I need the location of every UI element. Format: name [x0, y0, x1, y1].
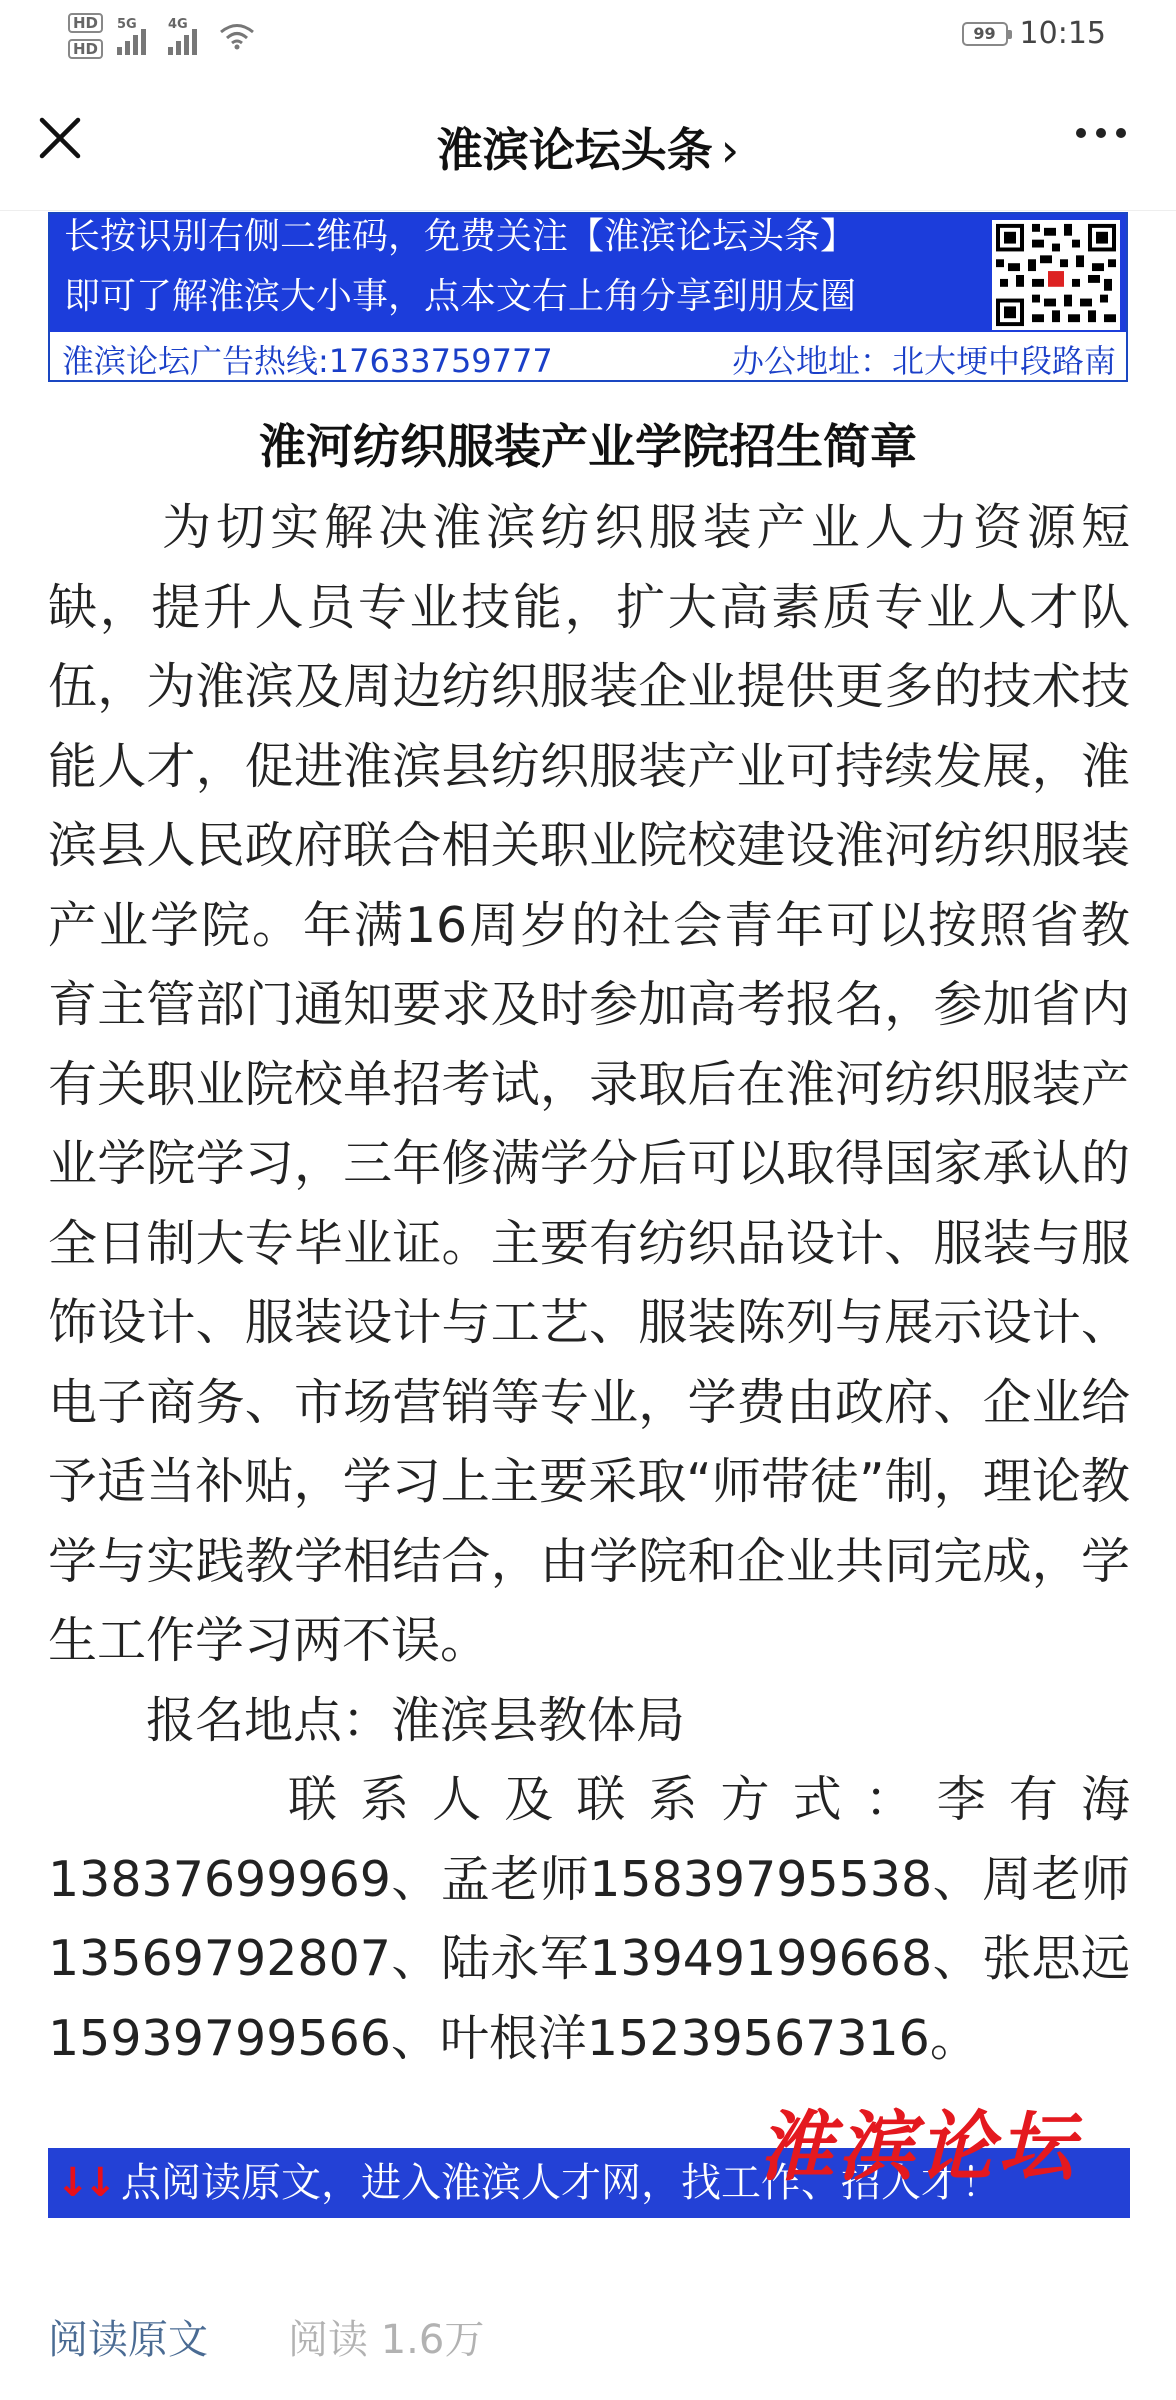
clock: 10:15 — [1019, 16, 1106, 51]
hd-indicators — [68, 13, 103, 59]
battery-icon — [962, 22, 1008, 46]
account-title-link[interactable] — [0, 114, 1176, 180]
network-type-1: 5G — [117, 17, 137, 32]
banner-cta-text: 点阅读原文，进入淮滨人才网，找工作、招人才！ — [121, 2160, 1002, 2206]
status-left — [68, 8, 255, 64]
forum-watermark: 淮滨论坛 — [758, 2102, 1078, 2191]
read-original-link[interactable]: 阅读原文 — [48, 2317, 208, 2363]
promo-banner — [48, 212, 1128, 382]
signal-4g-icon — [168, 17, 205, 55]
status-right — [962, 16, 1106, 51]
more-dot — [1116, 128, 1126, 138]
office-address: 办公地址：北大埂中段路南 — [731, 342, 1116, 380]
qr-code-icon — [992, 220, 1120, 330]
registration-location: 报名地点：淮滨县教体局 — [146, 1691, 686, 1749]
more-dot — [1076, 128, 1086, 138]
banner-info-row — [50, 332, 1126, 382]
article-title: 淮河纺织服装产业学院招生简章 — [259, 420, 917, 475]
read-count: 阅读 1.6万 — [288, 2317, 485, 2363]
nav-bar — [0, 70, 1176, 211]
signal-5g-icon — [117, 17, 154, 55]
banner-line-2: 即可了解淮滨大小事，点本文右上角分享到朋友圈 — [64, 276, 857, 317]
hd-badge-2: HD — [68, 39, 103, 59]
status-bar — [0, 0, 1176, 70]
contact-info: 联系人及联系方式：李有海13837699969、孟老师15839795538、周老师13569792807、陆永军13949199668、张思远15939799566、叶根洋15239567316。 — [48, 1771, 1130, 2067]
banner-blue-area — [50, 214, 1126, 332]
article-paragraph: 为切实解决淮滨纺织服装产业人力资源短缺，提升人员专业技能，扩大高素质专业人才队伍，为淮滨及周边纺织服装企业提供更多的技术技能人才，促进淮滨县纺织服装产业可持续发展，淮滨县人民政府联合相关职业院校建设淮河纺织服装产业学院。年满16周岁的社会青年可以按照省教育主管部门通知要求及时参加高考报名，参加省内有关职业院校单招考试，录取后在淮河纺织服装产业学院学习，三年修满学分后可以取得国家承认的全日制大专毕业证。主要有纺织品设计、服装与服饰设计、服装设计与工艺、服装陈列与展示设计、电子商务、市场营销等专业，学费由政府、企业给予适当补贴，学习上主要采取“师带徒”制，理论教学与实践教学相结合，由学院和企业共同完成，学生工作学习两不误。 — [48, 499, 1130, 1669]
network-type-2: 4G — [168, 17, 188, 32]
more-dot — [1096, 128, 1106, 138]
wifi-icon — [219, 22, 255, 50]
hd-badge-1: HD — [68, 13, 103, 33]
page-title: 淮滨论坛头条 — [436, 123, 713, 177]
banner-line-1: 长按识别右侧二维码，免费关注【淮滨论坛头条】 — [64, 216, 857, 257]
battery-level: 99 — [973, 24, 996, 43]
chevron-right-icon: › — [720, 123, 740, 177]
down-arrows-icon: ↓↓ — [56, 2160, 112, 2206]
ad-hotline: 淮滨论坛广告热线:17633759777 — [62, 342, 553, 380]
article-body — [48, 488, 1130, 2078]
more-button[interactable] — [1076, 128, 1126, 138]
